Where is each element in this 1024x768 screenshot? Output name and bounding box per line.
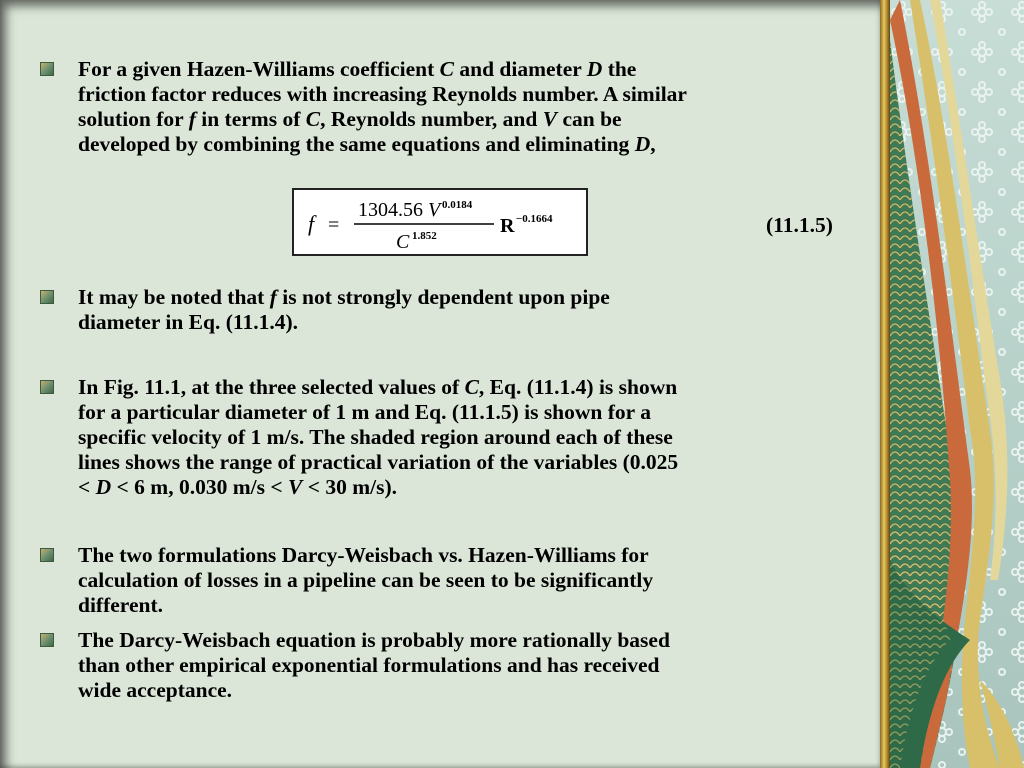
bullet-marker-icon xyxy=(40,290,54,304)
bullet-darcy-weisbach xyxy=(40,628,840,703)
bullet-fig-11-1 xyxy=(40,375,840,500)
equation-num-exp: 0.0184 xyxy=(442,199,473,211)
equation-denom-exp: 1.852 xyxy=(412,230,437,242)
gold-frame-divider xyxy=(880,0,890,768)
bullet-hazen-williams-friction xyxy=(40,57,840,157)
bullet-text: In Fig. 11.1, at the three selected values of C, Eq. (11.1.4) is shown for a particular diameter of 1 m and Eq. (11.1.5) is shown for a specific velocity of 1 m/s. The shaded region around each of these lines shows the range of practical variation of the variables (0.025 < D < 6 m, 0.030 m/s < V < 30 m/s). xyxy=(78,375,679,499)
equation-number: (11.1.5) xyxy=(766,213,833,237)
equation-reynolds-exp: −0.1664 xyxy=(516,213,553,225)
bullet-text: The Darcy-Weisbach equation is probably more rationally based than other empirical exponential formulations and has received wide acceptance. xyxy=(78,628,670,702)
decorative-panel xyxy=(890,0,1024,768)
equation-image xyxy=(292,188,588,256)
bullet-two-formulations xyxy=(40,543,840,618)
equation-equals: = xyxy=(328,214,340,236)
bullet-marker-icon xyxy=(40,633,54,647)
bullet-text: The two formulations Darcy-Weisbach vs. Hazen-Williams for calculation of losses in a pipeline can be seen to be significantly different. xyxy=(78,543,654,617)
equation-numerator: 1304.56 xyxy=(358,199,423,221)
bullet-marker-icon xyxy=(40,548,54,562)
floral-ribbon-decoration xyxy=(890,0,1024,768)
bullet-text: It may be noted that f is not strongly dependent upon pipe diameter in Eq. (11.1.4). xyxy=(78,285,610,334)
equation-num-var: V xyxy=(428,199,441,221)
equation-reynolds: R xyxy=(500,215,515,237)
equation-lhs: f xyxy=(308,211,315,236)
equation-formula xyxy=(294,190,586,254)
bullet-marker-icon xyxy=(40,380,54,394)
equation-denom-var: C xyxy=(396,231,410,253)
bullet-marker-icon xyxy=(40,62,54,76)
bullet-text: For a given Hazen-Williams coefficient C and diameter D the friction factor reduces with increasing Reynolds number. A similar solution for f in terms of C, Reynolds number, and V can be developed by combining the same equations and eliminating D, xyxy=(78,57,687,156)
bullet-f-dependence xyxy=(40,285,840,335)
